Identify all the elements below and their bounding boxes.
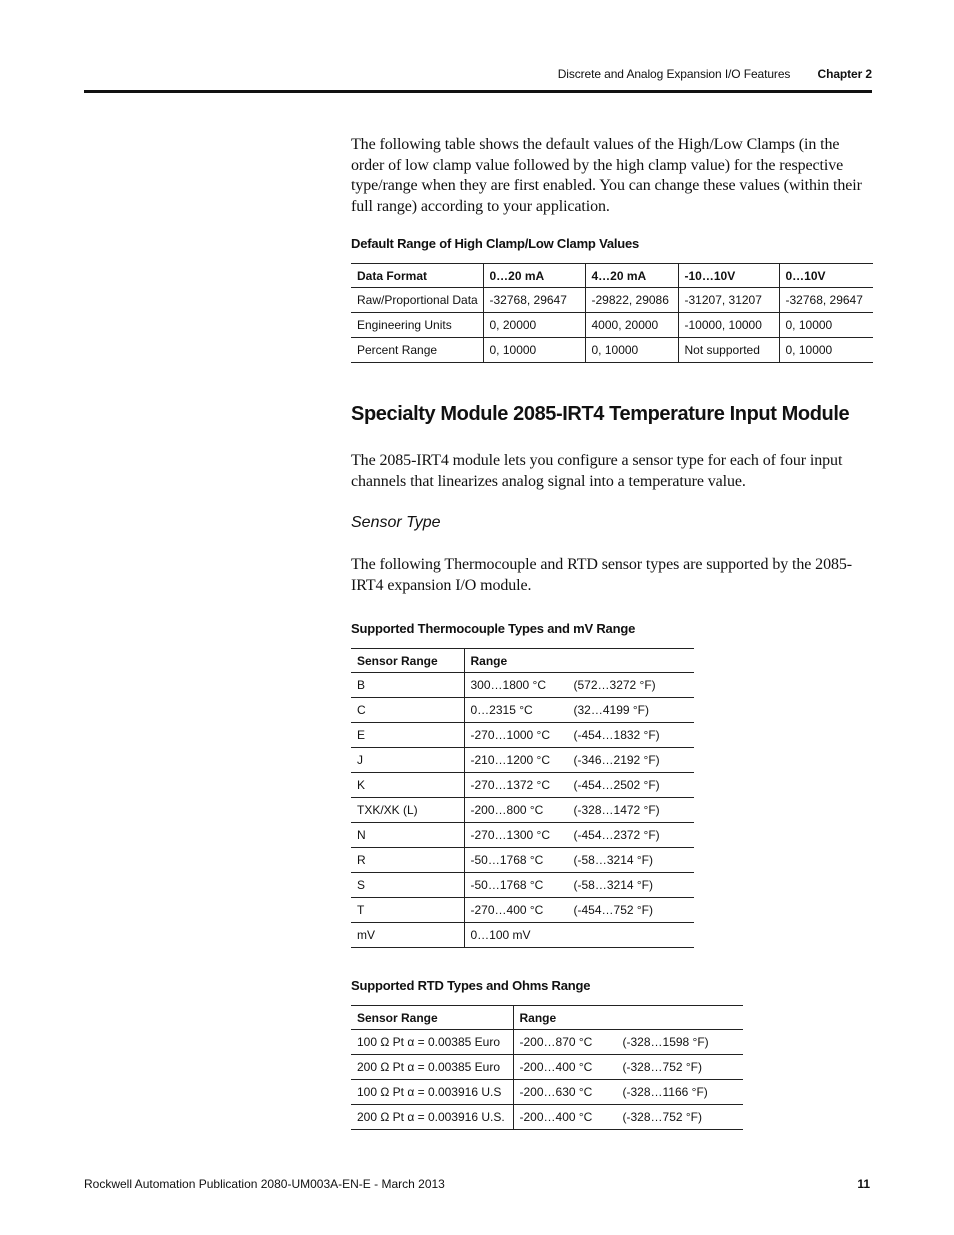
table-cell: -32768, 29647: [483, 288, 585, 313]
clamp-table-header-cell: 0…20 mA: [483, 264, 585, 288]
sensor-cell: mV: [351, 923, 464, 948]
range-cell: [464, 773, 694, 798]
table-row: [351, 698, 694, 723]
clamp-table-header-cell: 4…20 mA: [585, 264, 678, 288]
thermocouple-table-header-cell: Range: [464, 649, 694, 673]
range-cell: [464, 798, 694, 823]
range-celsius: 0…2315 °C: [470, 703, 533, 717]
range-fahrenheit: (32…4199 °F): [573, 703, 649, 717]
range-fahrenheit: (-328…1598 °F): [622, 1035, 709, 1049]
table-row: [351, 1080, 743, 1105]
thermocouple-table-block: [351, 621, 873, 948]
range-cell: [464, 723, 694, 748]
table-row: [351, 923, 694, 948]
clamp-table-header-cell: 0…10V: [779, 264, 873, 288]
clamp-table-header-row: [351, 264, 873, 288]
range-celsius: -200…630 °C: [519, 1085, 593, 1099]
table-row: [351, 338, 873, 363]
thermocouple-table-header-row: [351, 649, 694, 673]
sensor-cell: K: [351, 773, 464, 798]
range-fahrenheit: (-328…752 °F): [622, 1060, 702, 1074]
table-cell: Engineering Units: [351, 313, 483, 338]
table-cell: Not supported: [678, 338, 779, 363]
table-cell: Percent Range: [351, 338, 483, 363]
range-celsius: -200…400 °C: [519, 1060, 593, 1074]
header-section-title: Discrete and Analog Expansion I/O Features: [557, 67, 791, 81]
table-row: [351, 773, 694, 798]
range-celsius: -270…1300 °C: [470, 828, 551, 842]
range-celsius: -210…1200 °C: [470, 753, 551, 767]
table-row: [351, 848, 694, 873]
range-celsius: -200…870 °C: [519, 1035, 593, 1049]
table-cell: Raw/Proportional Data: [351, 288, 483, 313]
range-cell: [513, 1080, 743, 1105]
sensor-cell: N: [351, 823, 464, 848]
clamp-table: [351, 263, 873, 363]
range-fahrenheit: (-454…752 °F): [573, 903, 653, 917]
table-cell: 4000, 20000: [585, 313, 678, 338]
sensor-cell: T: [351, 898, 464, 923]
range-celsius: 300…1800 °C: [470, 678, 547, 692]
range-celsius: -270…1372 °C: [470, 778, 551, 792]
sensor-type-subheading: Sensor Type: [351, 514, 441, 531]
range-cell: [513, 1105, 743, 1130]
table-row: [351, 1055, 743, 1080]
table-row: [351, 313, 873, 338]
range-cell: [513, 1030, 743, 1055]
table-row: [351, 288, 873, 313]
table-row: [351, 823, 694, 848]
table-cell: -32768, 29647: [779, 288, 873, 313]
sensor-cell: B: [351, 673, 464, 698]
thermocouple-table: [351, 648, 694, 948]
sensor-cell: TXK/XK (L): [351, 798, 464, 823]
subheading-block: [351, 514, 873, 532]
range-fahrenheit: (-328…1166 °F): [622, 1085, 708, 1099]
sensor-cell: 100 Ω Pt α = 0.00385 Euro: [351, 1030, 513, 1055]
range-cell: [513, 1055, 743, 1080]
range-cell: [464, 848, 694, 873]
table-row: [351, 1105, 743, 1130]
table-cell: 0, 10000: [779, 338, 873, 363]
sensor-cell: R: [351, 848, 464, 873]
range-celsius: -50…1768 °C: [470, 853, 544, 867]
sensor-cell: 200 Ω Pt α = 0.00385 Euro: [351, 1055, 513, 1080]
table-cell: -29822, 29086: [585, 288, 678, 313]
sensor-cell: 100 Ω Pt α = 0.003916 U.S: [351, 1080, 513, 1105]
range-fahrenheit: (-58…3214 °F): [573, 853, 653, 867]
module-paragraph: The 2085-IRT4 module lets you configure a sensor type for each of four input channels that linearizes analog signal into a temperature value.: [351, 452, 843, 490]
range-celsius: -200…400 °C: [519, 1110, 593, 1124]
range-cell: [464, 673, 694, 698]
clamp-table-header-cell: -10…10V: [678, 264, 779, 288]
range-fahrenheit: (-454…1832 °F): [573, 728, 660, 742]
table-cell: 0, 10000: [585, 338, 678, 363]
table-row: [351, 673, 694, 698]
sensor-cell: 200 Ω Pt α = 0.003916 U.S.: [351, 1105, 513, 1130]
rtd-table-header-row: [351, 1006, 743, 1030]
table-row: [351, 798, 694, 823]
table-row: [351, 723, 694, 748]
thermocouple-table-header-cell: Sensor Range: [351, 649, 464, 673]
table-row: [351, 748, 694, 773]
thermocouple-table-caption: Supported Thermocouple Types and mV Range: [351, 621, 636, 636]
section-title: Specialty Module 2085-IRT4 Temperature Input Module: [351, 403, 850, 425]
rtd-table-caption: Supported RTD Types and Ohms Range: [351, 978, 591, 993]
publication-info: Rockwell Automation Publication 2080-UM003A-EN-E - March 2013: [84, 1177, 445, 1191]
range-celsius: -200…800 °C: [470, 803, 544, 817]
module-block: [351, 451, 873, 492]
range-fahrenheit: (-328…752 °F): [622, 1110, 702, 1124]
range-fahrenheit: (572…3272 °F): [573, 678, 656, 692]
rtd-table-header-cell: Sensor Range: [351, 1006, 513, 1030]
page-header: [84, 60, 872, 93]
table-row: [351, 1030, 743, 1055]
range-fahrenheit: (-328…1472 °F): [573, 803, 660, 817]
range-fahrenheit: (-58…3214 °F): [573, 878, 653, 892]
clamp-table-caption: Default Range of High Clamp/Low Clamp Values: [351, 236, 640, 251]
range-cell: [464, 923, 694, 948]
range-cell: [464, 873, 694, 898]
range-fahrenheit: (-454…2372 °F): [573, 828, 660, 842]
range-fahrenheit: (-454…2502 °F): [573, 778, 660, 792]
rtd-table-header-cell: Range: [513, 1006, 743, 1030]
range-cell: [464, 698, 694, 723]
clamp-table-block: [351, 236, 873, 363]
sensor-block: [351, 555, 873, 596]
table-cell: 0, 10000: [779, 313, 873, 338]
sensor-cell: J: [351, 748, 464, 773]
table-cell: -10000, 10000: [678, 313, 779, 338]
sensor-paragraph: The following Thermocouple and RTD sensor types are supported by the 2085-IRT4 expansion I/O module.: [351, 556, 853, 594]
sensor-cell: C: [351, 698, 464, 723]
range-celsius: -270…400 °C: [470, 903, 544, 917]
header-chapter-label: Chapter 2: [817, 67, 872, 81]
section-heading-block: [351, 403, 873, 426]
table-row: [351, 898, 694, 923]
intro-paragraph: The following table shows the default values of the High/Low Clamps (in the order of low clamp value followed by the high clamp value) for the respective type/range when they are first enabled. You can change these values (within their full range) according to your application.: [351, 136, 862, 215]
table-cell: 0, 10000: [483, 338, 585, 363]
range-celsius: -50…1768 °C: [470, 878, 544, 892]
rtd-table: [351, 1005, 743, 1130]
range-cell: [464, 748, 694, 773]
sensor-cell: S: [351, 873, 464, 898]
intro-block: [351, 135, 873, 217]
table-cell: 0, 20000: [483, 313, 585, 338]
rtd-table-block: [351, 978, 873, 1130]
table-cell: -31207, 31207: [678, 288, 779, 313]
page-number: 11: [857, 1177, 870, 1191]
clamp-table-header-cell: Data Format: [351, 264, 483, 288]
range-fahrenheit: (-346…2192 °F): [573, 753, 660, 767]
range-celsius: 0…100 mV: [470, 928, 531, 942]
range-celsius: -270…1000 °C: [470, 728, 551, 742]
sensor-cell: E: [351, 723, 464, 748]
range-cell: [464, 823, 694, 848]
table-row: [351, 873, 694, 898]
range-cell: [464, 898, 694, 923]
